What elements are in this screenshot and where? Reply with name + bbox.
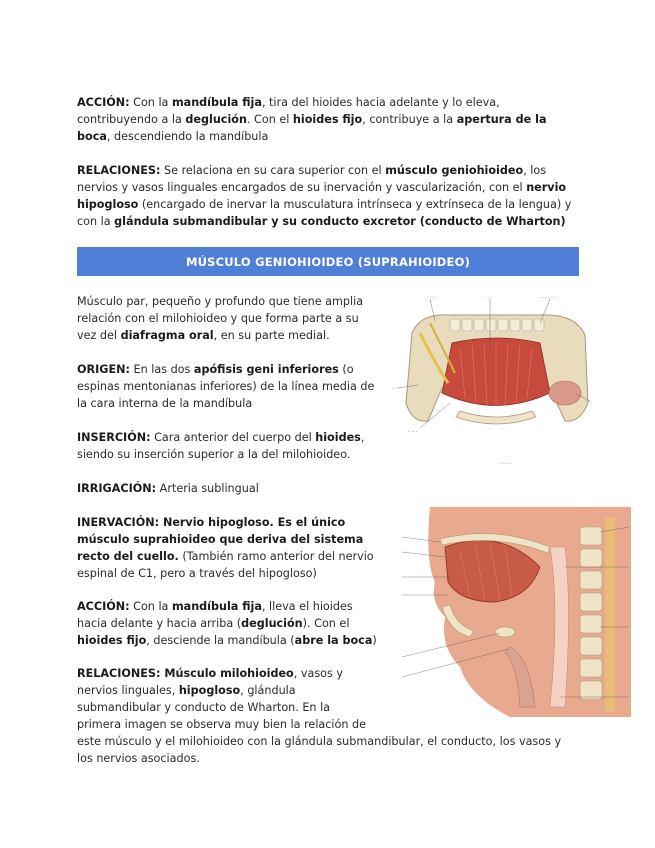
svg-text:· · ·: · · · (485, 295, 492, 300)
bold-text: nervio hipogloso (77, 181, 567, 211)
svg-text:· · · ·: · · · · (428, 295, 437, 300)
accion-paragraph-2 (77, 598, 377, 649)
text: , glándula submandibular y conducto de Wharton. En la primera imagen se observa muy bien la relación de este músculo y el milohioideo con la glándula submandibular, el conducto, los vasos y los nervios asociados. (77, 684, 562, 765)
text: (También ramo anterior del nervio espinal de C1, pero a través del hipogloso) (77, 550, 374, 580)
svg-text:· · · · ·: · · · · · (500, 461, 512, 466)
text: , lleva el hioides hacia delante y hacia arriba ( (77, 600, 353, 630)
text: , vasos y nervios linguales, (77, 667, 344, 697)
text: ) (372, 634, 377, 647)
text: Con la (129, 96, 172, 109)
relaciones2-label: RELACIONES: (77, 667, 161, 680)
origen-label: ORIGEN: (77, 363, 130, 376)
section-banner (77, 247, 579, 276)
text: (o espinas mentonianas inferiores) de la línea media de la cara interna de la mandíbula (77, 363, 375, 410)
text: (encargado de inervar la musculatura intrínseca y extrínseca de la lengua) y con la (77, 198, 572, 228)
text: , desciende la mandíbula ( (146, 634, 295, 647)
bold-text: abre la boca (294, 634, 373, 647)
bold-text: mandíbula fija (171, 600, 262, 613)
relaciones-label: RELACIONES: (77, 164, 161, 177)
bold-text: Músculo milohioideo (160, 667, 294, 680)
svg-text:· · ·: · · · (586, 399, 593, 404)
accion2-label: ACCIÓN: (77, 600, 130, 613)
bold-text: Nervio hipogloso. Es el único músculo suprahioideo que deriva del sistema recto del cuello. (77, 516, 364, 563)
bold-text: hipogloso (178, 684, 241, 697)
bold-text: deglución (185, 113, 247, 126)
text: ). Con el (302, 617, 350, 630)
irrigacion-label: IRRIGACIÓN: (77, 482, 157, 495)
text: En las dos (129, 363, 194, 376)
mandible-anatomy-figure (390, 293, 603, 468)
text: Se relaciona en su cara superior con el (160, 164, 386, 177)
bold-text: músculo geniohioideo (385, 164, 524, 177)
relaciones-paragraph-1 (77, 162, 582, 230)
intro-paragraph (77, 293, 377, 344)
bold-text: deglución (241, 617, 303, 630)
text: , en su parte medial. (213, 329, 330, 342)
irrigacion-paragraph (77, 480, 377, 497)
bold-text: hioides fijo (292, 113, 363, 126)
insercion-label: INSERCIÓN: (77, 431, 151, 444)
bold-text: hioides fijo (77, 634, 147, 647)
text: Músculo par, pequeño y profundo que tiene amplia relación con el milohioideo y que forma parte a su vez del (77, 295, 364, 342)
bold-text: glándula submandibular y su conducto excretor (conducto de Wharton) (114, 215, 566, 228)
section-title: MÚSCULO GENIOHIOIDEO (SUPRAHIOIDEO) (185, 254, 471, 269)
text: Arteria sublingual (156, 482, 259, 495)
text: . Con el (246, 113, 293, 126)
insercion-paragraph (77, 429, 377, 463)
svg-text:· · · · · · ·: · · · · · · · (540, 295, 557, 300)
bold-text: apófisis geni inferiores (193, 363, 339, 376)
text: , descendiendo la mandíbula (106, 130, 269, 143)
accion-label: ACCIÓN: (77, 96, 130, 109)
accion-paragraph-1 (77, 94, 582, 145)
text: , los nervios y vasos linguales encargados de su inervación y vascularización, con el (77, 164, 547, 194)
bold-text: mandíbula fija (171, 96, 262, 109)
bold-text: apertura de la boca (77, 113, 547, 143)
text: , siendo su inserción superior a la del milohioideo. (77, 431, 365, 461)
bold-text: hioides (315, 431, 361, 444)
sagittal-section-figure (400, 507, 631, 717)
svg-text:· · · ·: · · · · (408, 429, 417, 434)
origen-paragraph (77, 361, 382, 412)
text: Con la (129, 600, 172, 613)
svg-text:· · ·: · · · (392, 386, 399, 391)
inervacion-label: INERVACIÓN: (77, 516, 160, 529)
bold-text: diafragma oral (120, 329, 214, 342)
text: Cara anterior del cuerpo del (150, 431, 316, 444)
text: , tira del hioides hacia adelante y lo eleva, contribuyendo a la (77, 96, 500, 126)
inervacion-paragraph (77, 514, 377, 582)
text: , contribuye a la (362, 113, 457, 126)
